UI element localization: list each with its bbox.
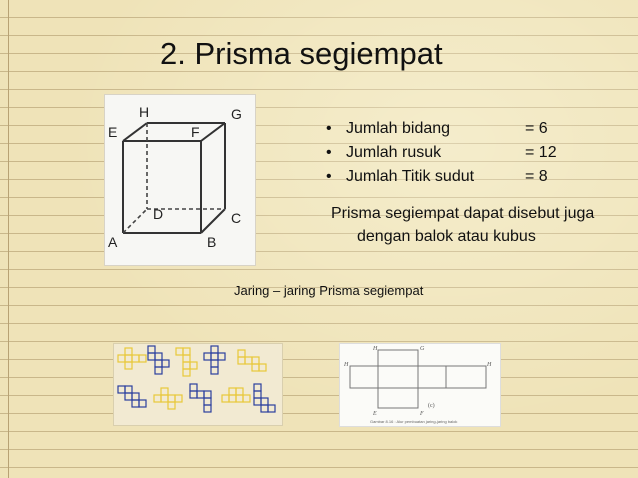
net-square [161,395,168,402]
net-square [252,364,259,371]
net-label-top-left: H [373,346,378,352]
net-square [125,386,132,393]
property-value: = 6 [525,120,548,137]
net-square [197,391,204,398]
net-figure-caption: Gambar 8.16 : Alur pembuatan jaring-jaring balok [370,419,458,424]
net-square [229,388,236,395]
property-label: Jumlah Titik sudut [346,168,475,185]
net-square [175,395,182,402]
net-diagram-drawing [340,344,500,426]
net-square [229,395,236,402]
net-square [236,395,243,402]
nets-collection-photo [113,343,283,426]
vertex-label-f: F [191,124,200,140]
net-label-bottom-right: F [420,411,424,417]
net-caption: Jaring – jaring Prisma segiempat [234,283,424,298]
list-item [326,165,616,189]
net-square [132,393,139,400]
net-label-right: H [487,362,492,368]
bullet-icon: • [326,168,332,185]
property-label: Jumlah bidang [346,120,451,137]
net-square [148,353,155,360]
vertex-label-d: D [153,206,164,222]
net-square [261,405,268,412]
net-square [155,353,162,360]
net-square [125,362,132,369]
net-square [155,367,162,374]
net-square [204,398,211,405]
net-square [155,360,162,367]
net-square [162,360,169,367]
paper-margin-line [8,0,9,478]
net-square [252,357,259,364]
net-square [204,405,211,412]
net-square [243,395,250,402]
vertex-label-b: B [207,234,217,250]
vertex-label-c: C [231,210,242,226]
list-item [326,117,616,141]
net-square [183,362,190,369]
net-square [183,348,190,355]
net-square [211,360,218,367]
net-square [139,355,146,362]
vertex-label-a: A [108,234,118,250]
net-square [261,398,268,405]
prism-drawing [105,95,255,265]
net-square [154,395,161,402]
net-label-top-right: G [420,346,425,352]
property-label: Jumlah rusuk [346,144,442,161]
net-square [132,355,139,362]
net-square [245,357,252,364]
net-square [204,391,211,398]
net-square [183,355,190,362]
net-label-bottom-left: E [373,411,377,417]
bullet-icon: • [326,144,332,161]
net-square [211,353,218,360]
net-square [190,384,197,391]
prism-photo [104,94,256,266]
net-square [132,400,139,407]
net-square [125,355,132,362]
net-square [161,388,168,395]
prism-note: Prisma segiempat dapat disebut juga dengan balok atau kubus [331,205,595,245]
net-diagram-photo [339,343,501,427]
net-square [204,353,211,360]
net-square [218,353,225,360]
net-square [183,369,190,376]
properties-list [326,117,616,189]
net-square [254,391,261,398]
net-figure-tag: (c) [428,403,435,409]
net-square [190,391,197,398]
net-square [222,395,229,402]
slide-title: 2. Prisma segiempat [160,36,443,71]
net-square [259,364,266,371]
net-square [268,405,275,412]
net-square [211,367,218,374]
net-square [211,346,218,353]
net-square [168,395,175,402]
nets-drawing [114,344,282,425]
net-square [176,348,183,355]
vertex-label-h: H [139,104,150,120]
vertex-label-g: G [231,106,242,122]
property-value: = 8 [525,168,548,185]
list-item [326,141,616,165]
net-square [254,398,261,405]
net-square [168,402,175,409]
net-square [190,362,197,369]
bullet-icon: • [326,120,332,137]
net-square [118,355,125,362]
net-square [118,386,125,393]
net-square [236,388,243,395]
property-value: = 12 [525,144,557,161]
net-square [125,348,132,355]
net-square [238,350,245,357]
net-square [238,357,245,364]
net-square [125,393,132,400]
net-square [139,400,146,407]
net-square [254,384,261,391]
vertex-label-e: E [108,124,118,140]
net-label-left: H [344,362,349,368]
net-square [148,346,155,353]
